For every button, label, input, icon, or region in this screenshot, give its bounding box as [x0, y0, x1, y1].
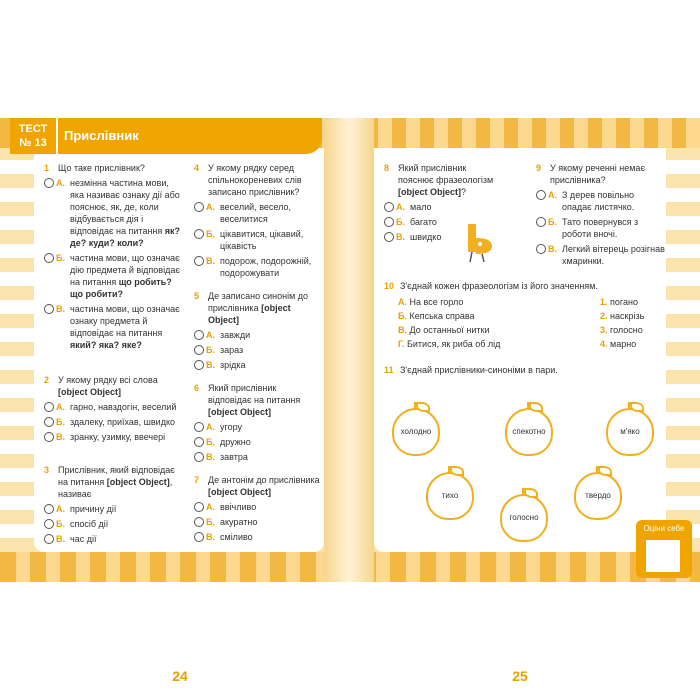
book-spine — [324, 118, 374, 582]
meaning-item[interactable]: 2. наскрізь — [600, 311, 645, 321]
question-1 — [44, 162, 184, 351]
phrase-item[interactable]: Б. Кепська справа — [398, 311, 475, 321]
letter-character-icon — [462, 222, 496, 266]
option-a[interactable]: А. гарно, навздогін, веселий — [44, 401, 184, 413]
option-a[interactable]: А. причину дії — [44, 503, 184, 515]
apple-word[interactable]: спекотно — [505, 408, 553, 456]
option-b[interactable]: Б. цікавитися, цікавий, цікавість — [194, 228, 320, 252]
option-c[interactable]: В. Легкий вітерець розігнав хмаринки. — [536, 243, 666, 267]
page-number-right: 25 — [490, 658, 550, 698]
option-a[interactable]: А. З дерев повільно опадає листячко. — [536, 189, 666, 213]
option-b[interactable]: Б. спосіб дії — [44, 518, 184, 530]
phrase-item[interactable]: В. До останньої нитки — [398, 325, 490, 335]
self-check-field[interactable] — [646, 540, 680, 572]
self-check-label: Оціни себе — [643, 524, 685, 533]
test-badge — [10, 118, 58, 154]
question-9: 9 У якому реченні немає прислівника? А. З дерев повільно опадає листячко. Б. Тато повернувся з роботи вночі. В. Легкий вітерець розігнав хмаринки. — [536, 163, 665, 266]
question-7: 7 Де антонім до прислівника [object Object] А. ввічливо Б. акуратно В. сміливо — [194, 475, 320, 542]
question-10: 10 З'єднай кожен фразеологізм із його значенням. — [384, 281, 598, 291]
test-label: ТЕСТ — [18, 123, 48, 135]
meaning-list — [600, 294, 664, 350]
radio-circle[interactable] — [44, 253, 54, 263]
meaning-item[interactable]: 1. погано — [600, 297, 638, 307]
option-a[interactable]: А. незмінна частина мови, яка називає ознаку дії або пояснює, як, де, коли відбувається дія і відповідає на питання як? де? куди? коли? — [44, 177, 184, 249]
option-b[interactable]: Б. Тато повернувся з роботи вночі. — [536, 216, 666, 240]
option-a[interactable]: А. мало — [384, 201, 504, 213]
option-c[interactable]: В. час дії — [44, 533, 184, 545]
option-c[interactable]: В. сміливо — [194, 531, 320, 543]
option-c[interactable]: В. швидко — [384, 231, 504, 243]
page-number-left: 24 — [150, 658, 210, 698]
question-5: 5 Де записано синонім до прислівника [object Object] А. завжди Б. зараз В. зрідка — [194, 290, 320, 371]
option-c[interactable]: В. зранку, узимку, ввечері — [44, 431, 184, 443]
phrase-item[interactable]: Г. Битися, як риба об лід — [398, 339, 501, 349]
phrase-list — [398, 294, 548, 350]
option-a[interactable]: А. ввічливо — [194, 501, 320, 513]
apple-word[interactable]: холодно — [392, 408, 440, 456]
question-11: 11 З'єднай прислівники-синоніми в пари. — [384, 365, 558, 375]
meaning-item[interactable]: 3. голосно — [600, 325, 643, 335]
option-b[interactable]: Б. багато — [384, 216, 504, 228]
option-c[interactable]: В. подорож, подорожній, подорожувати — [194, 255, 320, 279]
option-b[interactable]: Б. здалеку, приїхав, швидко — [44, 416, 184, 428]
option-a[interactable]: А. веселий, весело, веселитися — [194, 201, 320, 225]
meaning-item[interactable]: 4. марно — [600, 339, 637, 349]
test-number: № 13 — [19, 137, 47, 149]
question-2: 2 У якому рядку всі слова [object Object] А. гарно, навздогін, веселий Б. здалеку, приїхав, швидко В. зранку, узимку, ввечері — [44, 374, 184, 443]
question-3: 3 Прислівник, який відповідає на питання [object Object], називає А. причину дії Б. спосіб дії В. час дії — [44, 464, 184, 545]
option-c[interactable]: В. частина мови, що означає ознаку предмета й відповідає на питання який? яка? яке? — [44, 303, 184, 351]
option-b[interactable]: Б. частина мови, що означає дію предмета й відповідає на питання що робить? що робити? — [44, 252, 184, 300]
question-text: Що таке прислівник? — [58, 163, 145, 173]
option-a[interactable]: А. завжди — [194, 329, 320, 341]
apple-word[interactable]: твердо — [574, 472, 622, 520]
option-c[interactable]: В. завтра — [194, 451, 320, 463]
option-b[interactable]: Б. зараз — [194, 344, 320, 356]
question-8: 8 Який прислівник пояснює фразеологізм [object Object]? А. мало Б. багато В. швидко — [384, 162, 504, 243]
radio-circle[interactable] — [44, 178, 54, 188]
option-c[interactable]: В. зрідка — [194, 359, 320, 371]
question-4: 4 У якому рядку серед спільнокореневих слів записано прислівник? А. веселий, весело, веселитися Б. цікавитися, цікавий, цікавість В. подорож, подорожній, подорожувати — [194, 162, 320, 279]
option-b[interactable]: Б. акуратно — [194, 516, 320, 528]
apple-word[interactable]: голосно — [500, 494, 548, 542]
page-title: Прислівник — [64, 128, 139, 143]
option-a[interactable]: А. угору — [194, 421, 320, 433]
apple-word[interactable]: тихо — [426, 472, 474, 520]
option-b[interactable]: Б. дружно — [194, 436, 320, 448]
self-check-box — [636, 520, 692, 578]
phrase-item[interactable]: А. На все горло — [398, 297, 464, 307]
question-number: 1 — [44, 163, 50, 173]
radio-circle[interactable] — [44, 304, 54, 314]
question-6: 6 Який прислівник відповідає на питання [object Object] А. угору Б. дружно В. завтра — [194, 382, 320, 463]
apple-word[interactable]: м'яко — [606, 408, 654, 456]
